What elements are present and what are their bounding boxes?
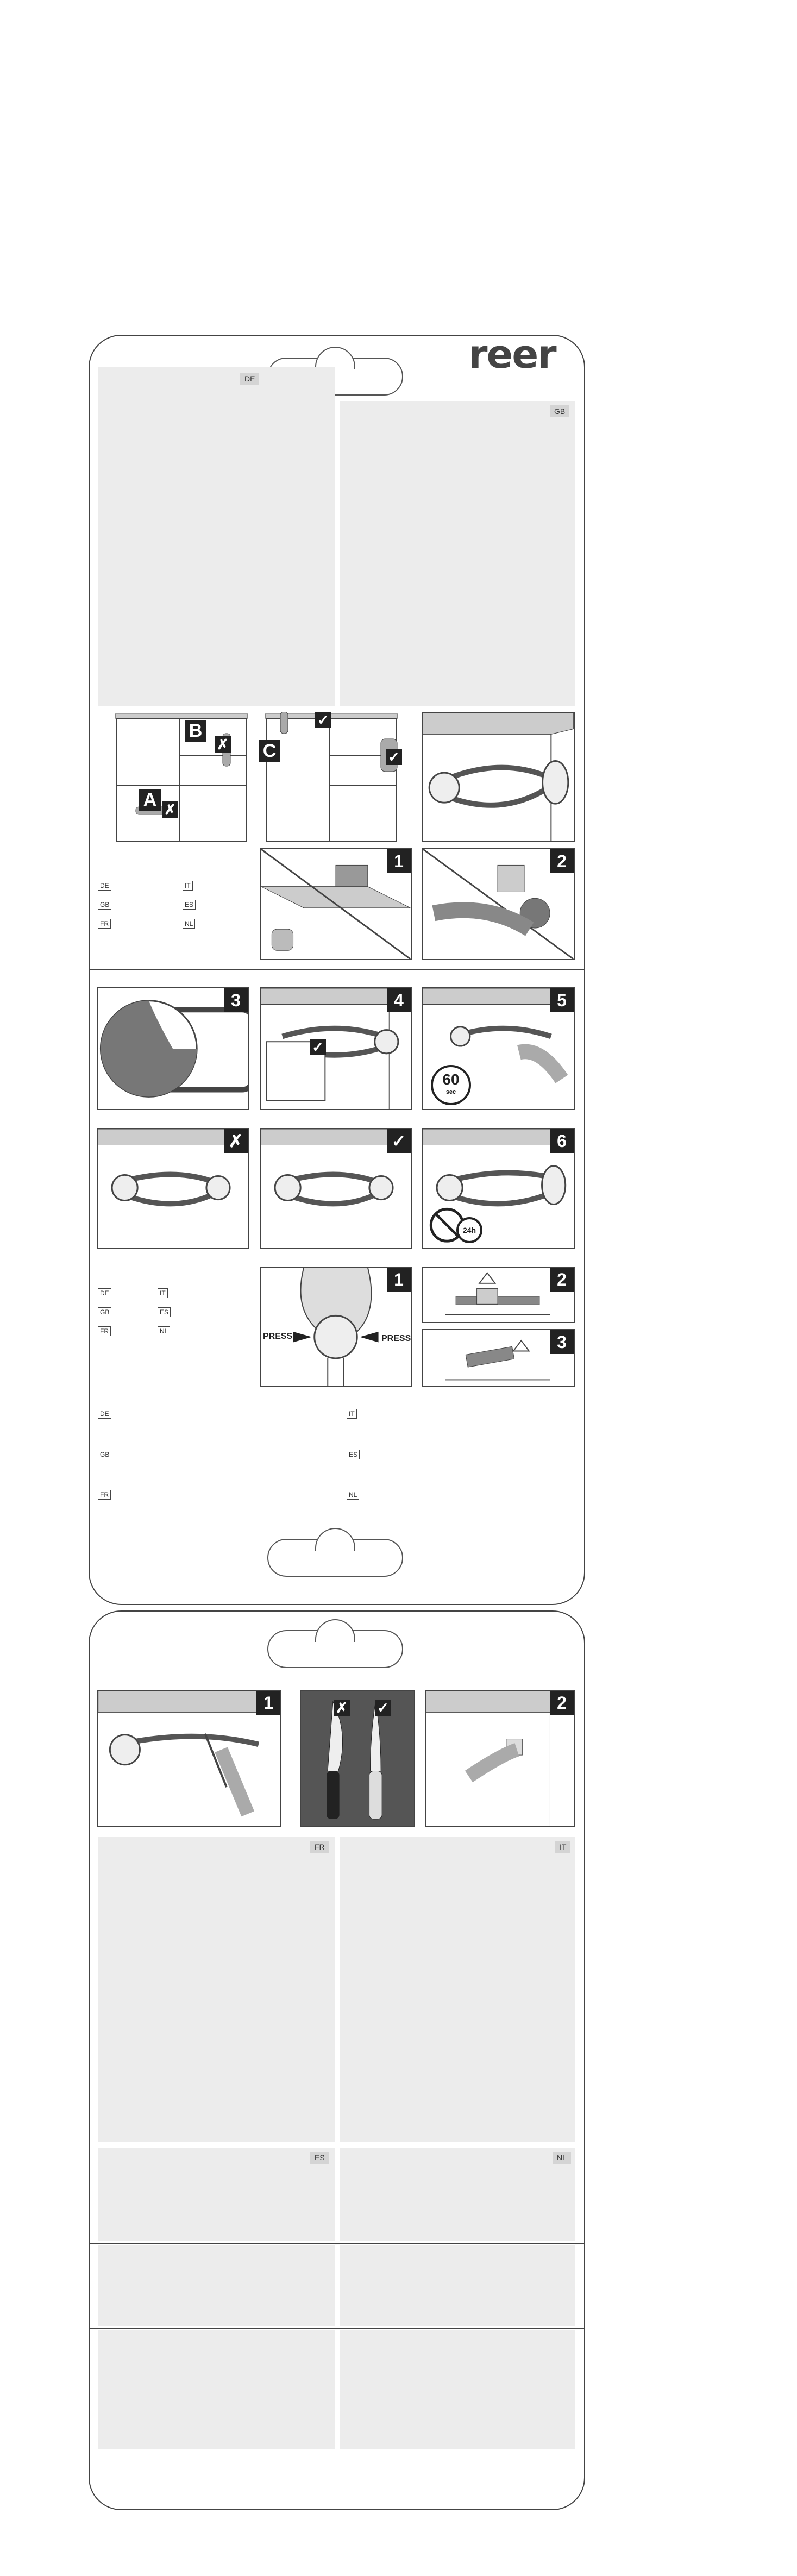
press-label-left: PRESS xyxy=(263,1332,293,1341)
lang-index-3-it: IT xyxy=(347,1409,357,1419)
text-panel-extra-right-2 xyxy=(340,2330,575,2449)
figure-step-3-peel xyxy=(97,987,249,1110)
lang-index-de: DE xyxy=(98,881,111,891)
text-panel-it xyxy=(340,1837,575,2142)
figure-wrong-mount xyxy=(97,1128,249,1249)
brand-logo: reer xyxy=(468,331,556,377)
figure-release-remove xyxy=(422,1329,575,1387)
marker-a: A xyxy=(139,789,161,811)
lang-index-2-gb: GB xyxy=(98,1307,111,1317)
lang-index-3-es: ES xyxy=(347,1450,360,1459)
marker-c-check-top: ✓ xyxy=(315,712,331,728)
marker-c: C xyxy=(259,740,280,762)
timer-unit: sec xyxy=(445,1089,456,1095)
lang-index-3-gb: GB xyxy=(98,1450,111,1459)
step-number-4: 4 xyxy=(387,988,411,1012)
text-panel-extra-right-1 xyxy=(340,2245,575,2326)
press-label-right: PRESS xyxy=(381,1334,411,1343)
text-panel-extra-left-2 xyxy=(98,2330,335,2449)
lang-index-it: IT xyxy=(183,881,193,891)
marker-b: B xyxy=(185,720,206,742)
figure-removal-cut xyxy=(97,1690,281,1827)
release-step-number-1: 1 xyxy=(387,1268,411,1292)
timer-value: 60 xyxy=(442,1071,460,1088)
step-number-5: 5 xyxy=(550,988,574,1012)
figure-step-2-dry xyxy=(422,848,575,960)
lang-index-2-nl: NL xyxy=(158,1326,170,1336)
language-tag-nl: NL xyxy=(553,2152,571,2164)
release-step-number-2: 2 xyxy=(550,1268,574,1292)
marker-c-check-side: ✓ xyxy=(386,749,402,765)
lang-index-3-de: DE xyxy=(98,1409,111,1419)
language-tag-gb: GB xyxy=(550,405,569,417)
text-panel-nl xyxy=(340,2148,575,2241)
figure-cabinet-positions-ab xyxy=(114,712,249,842)
release-step-number-3: 3 xyxy=(550,1330,574,1354)
lang-index-3-nl: NL xyxy=(347,1490,359,1500)
lang-index-2-fr: FR xyxy=(98,1326,111,1336)
timer-icon xyxy=(431,1065,471,1105)
knife-right-mark: ✓ xyxy=(375,1700,391,1716)
text-panel-de xyxy=(98,367,335,706)
right-mark: ✓ xyxy=(387,1129,411,1153)
lang-index-nl: NL xyxy=(183,919,195,929)
section-divider-3 xyxy=(89,2328,585,2329)
figure-step-4-position xyxy=(260,987,412,1110)
marker-a-cross: ✗ xyxy=(162,801,178,818)
text-panel-fr xyxy=(98,1837,335,2142)
language-tag-fr: FR xyxy=(310,1841,329,1853)
figure-step-1-clean xyxy=(260,848,412,960)
step-number-6: 6 xyxy=(550,1129,574,1153)
text-panel-es xyxy=(98,2148,335,2241)
hanger-hole-bottom xyxy=(267,1630,403,1668)
hanger-hole-middle xyxy=(267,1539,403,1577)
wait-clock-icon xyxy=(456,1217,482,1243)
section-divider-1 xyxy=(89,969,585,970)
lang-index-2-it: IT xyxy=(158,1288,168,1298)
wait-label: 24h xyxy=(462,1226,476,1234)
step-number-2: 2 xyxy=(550,849,574,873)
lang-index-2-es: ES xyxy=(158,1307,171,1317)
figure-tools-knives xyxy=(300,1690,415,1827)
figure-step-6-wait xyxy=(422,1128,575,1249)
lang-index-es: ES xyxy=(183,900,196,910)
figure-release-press xyxy=(260,1267,412,1387)
language-tag-es: ES xyxy=(310,2152,329,2164)
lang-index-gb: GB xyxy=(98,900,111,910)
language-tag-de: DE xyxy=(240,373,259,385)
wrong-mark: ✗ xyxy=(224,1129,248,1153)
figure-release-lift xyxy=(422,1267,575,1323)
marker-b-cross: ✗ xyxy=(215,736,231,753)
removal-step-number-2: 2 xyxy=(550,1691,574,1715)
knife-wrong-mark: ✗ xyxy=(334,1700,350,1716)
text-panel-extra-left-1 xyxy=(98,2245,335,2326)
lang-index-fr: FR xyxy=(98,919,111,929)
language-tag-it: IT xyxy=(555,1841,570,1853)
section-divider-2 xyxy=(89,2243,585,2244)
text-panel-gb xyxy=(340,401,575,706)
step-4-check: ✓ xyxy=(310,1039,326,1055)
figure-removal-residue xyxy=(425,1690,575,1827)
lang-index-2-de: DE xyxy=(98,1288,111,1298)
removal-step-number-1: 1 xyxy=(256,1691,280,1715)
figure-right-mount xyxy=(260,1128,412,1249)
figure-cabinet-position-c xyxy=(264,712,399,842)
lang-index-3-fr: FR xyxy=(98,1490,111,1500)
step-number-3: 3 xyxy=(224,988,248,1012)
step-number-1: 1 xyxy=(387,849,411,873)
figure-lock-closeup xyxy=(422,712,575,842)
